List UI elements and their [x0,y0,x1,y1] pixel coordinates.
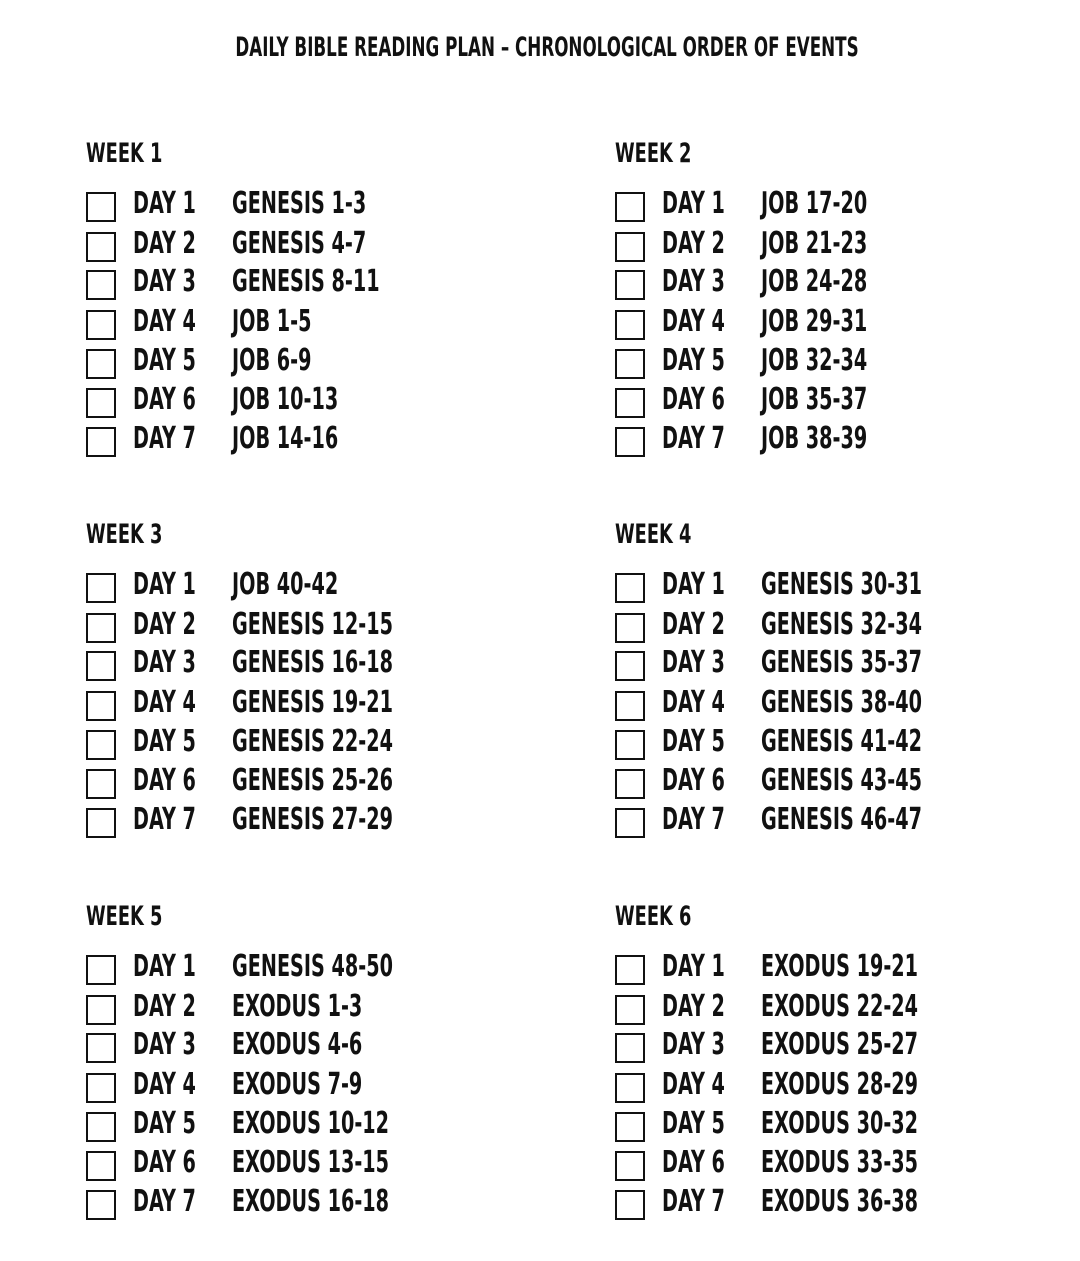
day-row [615,264,1055,304]
day-checkbox[interactable] [86,270,116,300]
day-label: DAY 1 [133,949,196,984]
reading-passage: GENESIS 22-24 [232,724,393,759]
day-checkbox[interactable] [615,1073,645,1103]
day-label: DAY 1 [133,567,196,602]
day-row [86,226,526,266]
reading-passage: GENESIS 38-40 [761,685,922,720]
day-label: DAY 6 [662,763,725,798]
day-label: DAY 1 [662,949,725,984]
day-row [86,1145,526,1185]
day-checkbox[interactable] [615,270,645,300]
day-label: DAY 6 [133,763,196,798]
day-row [615,343,1055,383]
day-row [615,421,1055,461]
week-title: WEEK 1 [86,138,163,169]
day-row [615,304,1055,344]
reading-passage: JOB 10-13 [232,382,339,417]
day-checkbox[interactable] [86,1033,116,1063]
day-checkbox[interactable] [615,955,645,985]
day-checkbox[interactable] [615,232,645,262]
day-row [615,607,1055,647]
reading-passage: JOB 32-34 [761,343,868,378]
reading-passage: GENESIS 41-42 [761,724,922,759]
day-checkbox[interactable] [86,310,116,340]
day-checkbox[interactable] [615,730,645,760]
day-label: DAY 4 [133,304,196,339]
reading-passage: JOB 40-42 [232,567,339,602]
day-label: DAY 3 [662,645,725,680]
day-label: DAY 3 [662,1027,725,1062]
day-checkbox[interactable] [86,651,116,681]
reading-passage: GENESIS 35-37 [761,645,922,680]
day-row [615,1184,1055,1224]
day-checkbox[interactable] [86,1190,116,1220]
day-label: DAY 2 [133,989,196,1024]
day-label: DAY 2 [662,226,725,261]
day-label: DAY 1 [133,186,196,221]
day-checkbox[interactable] [86,955,116,985]
day-row [615,1106,1055,1146]
day-row [615,685,1055,725]
day-checkbox[interactable] [86,613,116,643]
day-label: DAY 7 [133,1184,196,1219]
day-label: DAY 7 [662,1184,725,1219]
day-checkbox[interactable] [86,349,116,379]
day-row [86,1027,526,1067]
day-row [615,1145,1055,1185]
day-label: DAY 5 [662,343,725,378]
day-label: DAY 4 [662,304,725,339]
day-row [86,304,526,344]
day-row [86,724,526,764]
day-checkbox[interactable] [615,427,645,457]
reading-passage: JOB 29-31 [761,304,868,339]
day-checkbox[interactable] [615,651,645,681]
day-row [615,226,1055,266]
week-title: WEEK 4 [615,519,692,550]
day-label: DAY 6 [133,1145,196,1180]
week-title: WEEK 5 [86,901,163,932]
reading-passage: JOB 21-23 [761,226,868,261]
day-label: DAY 7 [133,802,196,837]
day-label: DAY 2 [662,989,725,1024]
day-row [615,1067,1055,1107]
day-row [615,763,1055,803]
reading-passage: GENESIS 1-3 [232,186,367,221]
page-title: DAILY BIBLE READING PLAN – CHRONOLOGICAL ORDER OF EVENTS [235,32,859,63]
day-label: DAY 2 [662,607,725,642]
day-row [86,1106,526,1146]
day-row [86,763,526,803]
day-row [86,382,526,422]
day-checkbox[interactable] [86,388,116,418]
day-row [86,343,526,383]
day-label: DAY 6 [133,382,196,417]
day-label: DAY 7 [133,421,196,456]
day-row [615,567,1055,607]
day-row [615,1027,1055,1067]
day-checkbox[interactable] [615,573,645,603]
day-checkbox[interactable] [86,808,116,838]
day-label: DAY 3 [662,264,725,299]
reading-passage: GENESIS 16-18 [232,645,393,680]
reading-passage: GENESIS 30-31 [761,567,922,602]
day-checkbox[interactable] [86,691,116,721]
day-checkbox[interactable] [615,388,645,418]
day-row [615,989,1055,1029]
day-row [615,949,1055,989]
day-checkbox[interactable] [615,1033,645,1063]
day-checkbox[interactable] [86,232,116,262]
day-row [86,567,526,607]
day-row [615,382,1055,422]
day-label: DAY 3 [133,645,196,680]
day-checkbox[interactable] [86,1073,116,1103]
week-title: WEEK 2 [615,138,692,169]
day-label: DAY 4 [662,685,725,720]
day-row [86,685,526,725]
day-label: DAY 5 [133,1106,196,1141]
day-row [615,186,1055,226]
week-title: WEEK 3 [86,519,163,550]
day-label: DAY 6 [662,382,725,417]
day-checkbox[interactable] [615,310,645,340]
reading-passage: JOB 14-16 [232,421,339,456]
day-label: DAY 5 [133,343,196,378]
day-row [86,421,526,461]
reading-passage: JOB 24-28 [761,264,868,299]
day-label: DAY 6 [662,1145,725,1180]
reading-passage: GENESIS 8-11 [232,264,380,299]
day-row [86,949,526,989]
day-row [86,989,526,1029]
day-label: DAY 1 [662,567,725,602]
day-label: DAY 4 [133,1067,196,1102]
reading-passage: EXODUS 36-38 [761,1184,919,1219]
day-checkbox[interactable] [86,427,116,457]
reading-passage: GENESIS 48-50 [232,949,393,984]
day-checkbox[interactable] [615,613,645,643]
day-row [86,607,526,647]
day-label: DAY 1 [662,186,725,221]
reading-passage: JOB 1-5 [232,304,312,339]
reading-passage: JOB 35-37 [761,382,868,417]
day-row [615,645,1055,685]
day-checkbox[interactable] [615,1151,645,1181]
day-checkbox[interactable] [86,769,116,799]
day-label: DAY 7 [662,802,725,837]
reading-passage: EXODUS 28-29 [761,1067,919,1102]
day-label: DAY 2 [133,226,196,261]
week-title: WEEK 6 [615,901,692,932]
day-checkbox[interactable] [86,192,116,222]
reading-passage: JOB 6-9 [232,343,312,378]
day-checkbox[interactable] [86,995,116,1025]
day-row [86,645,526,685]
day-row [615,802,1055,842]
reading-passage: EXODUS 30-32 [761,1106,919,1141]
day-checkbox[interactable] [615,691,645,721]
reading-passage: EXODUS 4-6 [232,1027,363,1062]
day-checkbox[interactable] [615,1190,645,1220]
reading-passage: GENESIS 32-34 [761,607,922,642]
reading-passage: EXODUS 1-3 [232,989,363,1024]
reading-passage: EXODUS 33-35 [761,1145,919,1180]
reading-passage: EXODUS 7-9 [232,1067,363,1102]
reading-passage: GENESIS 43-45 [761,763,922,798]
reading-passage: GENESIS 4-7 [232,226,367,261]
day-checkbox[interactable] [86,730,116,760]
reading-passage: GENESIS 12-15 [232,607,393,642]
day-label: DAY 7 [662,421,725,456]
day-checkbox[interactable] [615,192,645,222]
day-label: DAY 4 [133,685,196,720]
day-row [86,802,526,842]
reading-passage: GENESIS 46-47 [761,802,922,837]
day-checkbox[interactable] [615,769,645,799]
reading-passage: EXODUS 25-27 [761,1027,919,1062]
reading-passage: JOB 38-39 [761,421,868,456]
day-row [86,186,526,226]
day-label: DAY 3 [133,1027,196,1062]
reading-passage: EXODUS 13-15 [232,1145,390,1180]
day-checkbox[interactable] [615,808,645,838]
reading-passage: EXODUS 19-21 [761,949,919,984]
day-checkbox[interactable] [615,1112,645,1142]
day-checkbox[interactable] [86,1151,116,1181]
reading-passage: EXODUS 10-12 [232,1106,390,1141]
day-row [86,1184,526,1224]
reading-passage: GENESIS 27-29 [232,802,393,837]
day-checkbox[interactable] [86,1112,116,1142]
reading-passage: GENESIS 19-21 [232,685,393,720]
reading-passage: EXODUS 16-18 [232,1184,390,1219]
day-label: DAY 5 [662,1106,725,1141]
day-checkbox[interactable] [615,995,645,1025]
day-row [615,724,1055,764]
day-checkbox[interactable] [615,349,645,379]
day-label: DAY 4 [662,1067,725,1102]
reading-passage: GENESIS 25-26 [232,763,393,798]
reading-passage: EXODUS 22-24 [761,989,919,1024]
day-checkbox[interactable] [86,573,116,603]
day-label: DAY 2 [133,607,196,642]
day-label: DAY 5 [133,724,196,759]
day-label: DAY 5 [662,724,725,759]
day-row [86,1067,526,1107]
reading-passage: JOB 17-20 [761,186,868,221]
day-label: DAY 3 [133,264,196,299]
day-row [86,264,526,304]
